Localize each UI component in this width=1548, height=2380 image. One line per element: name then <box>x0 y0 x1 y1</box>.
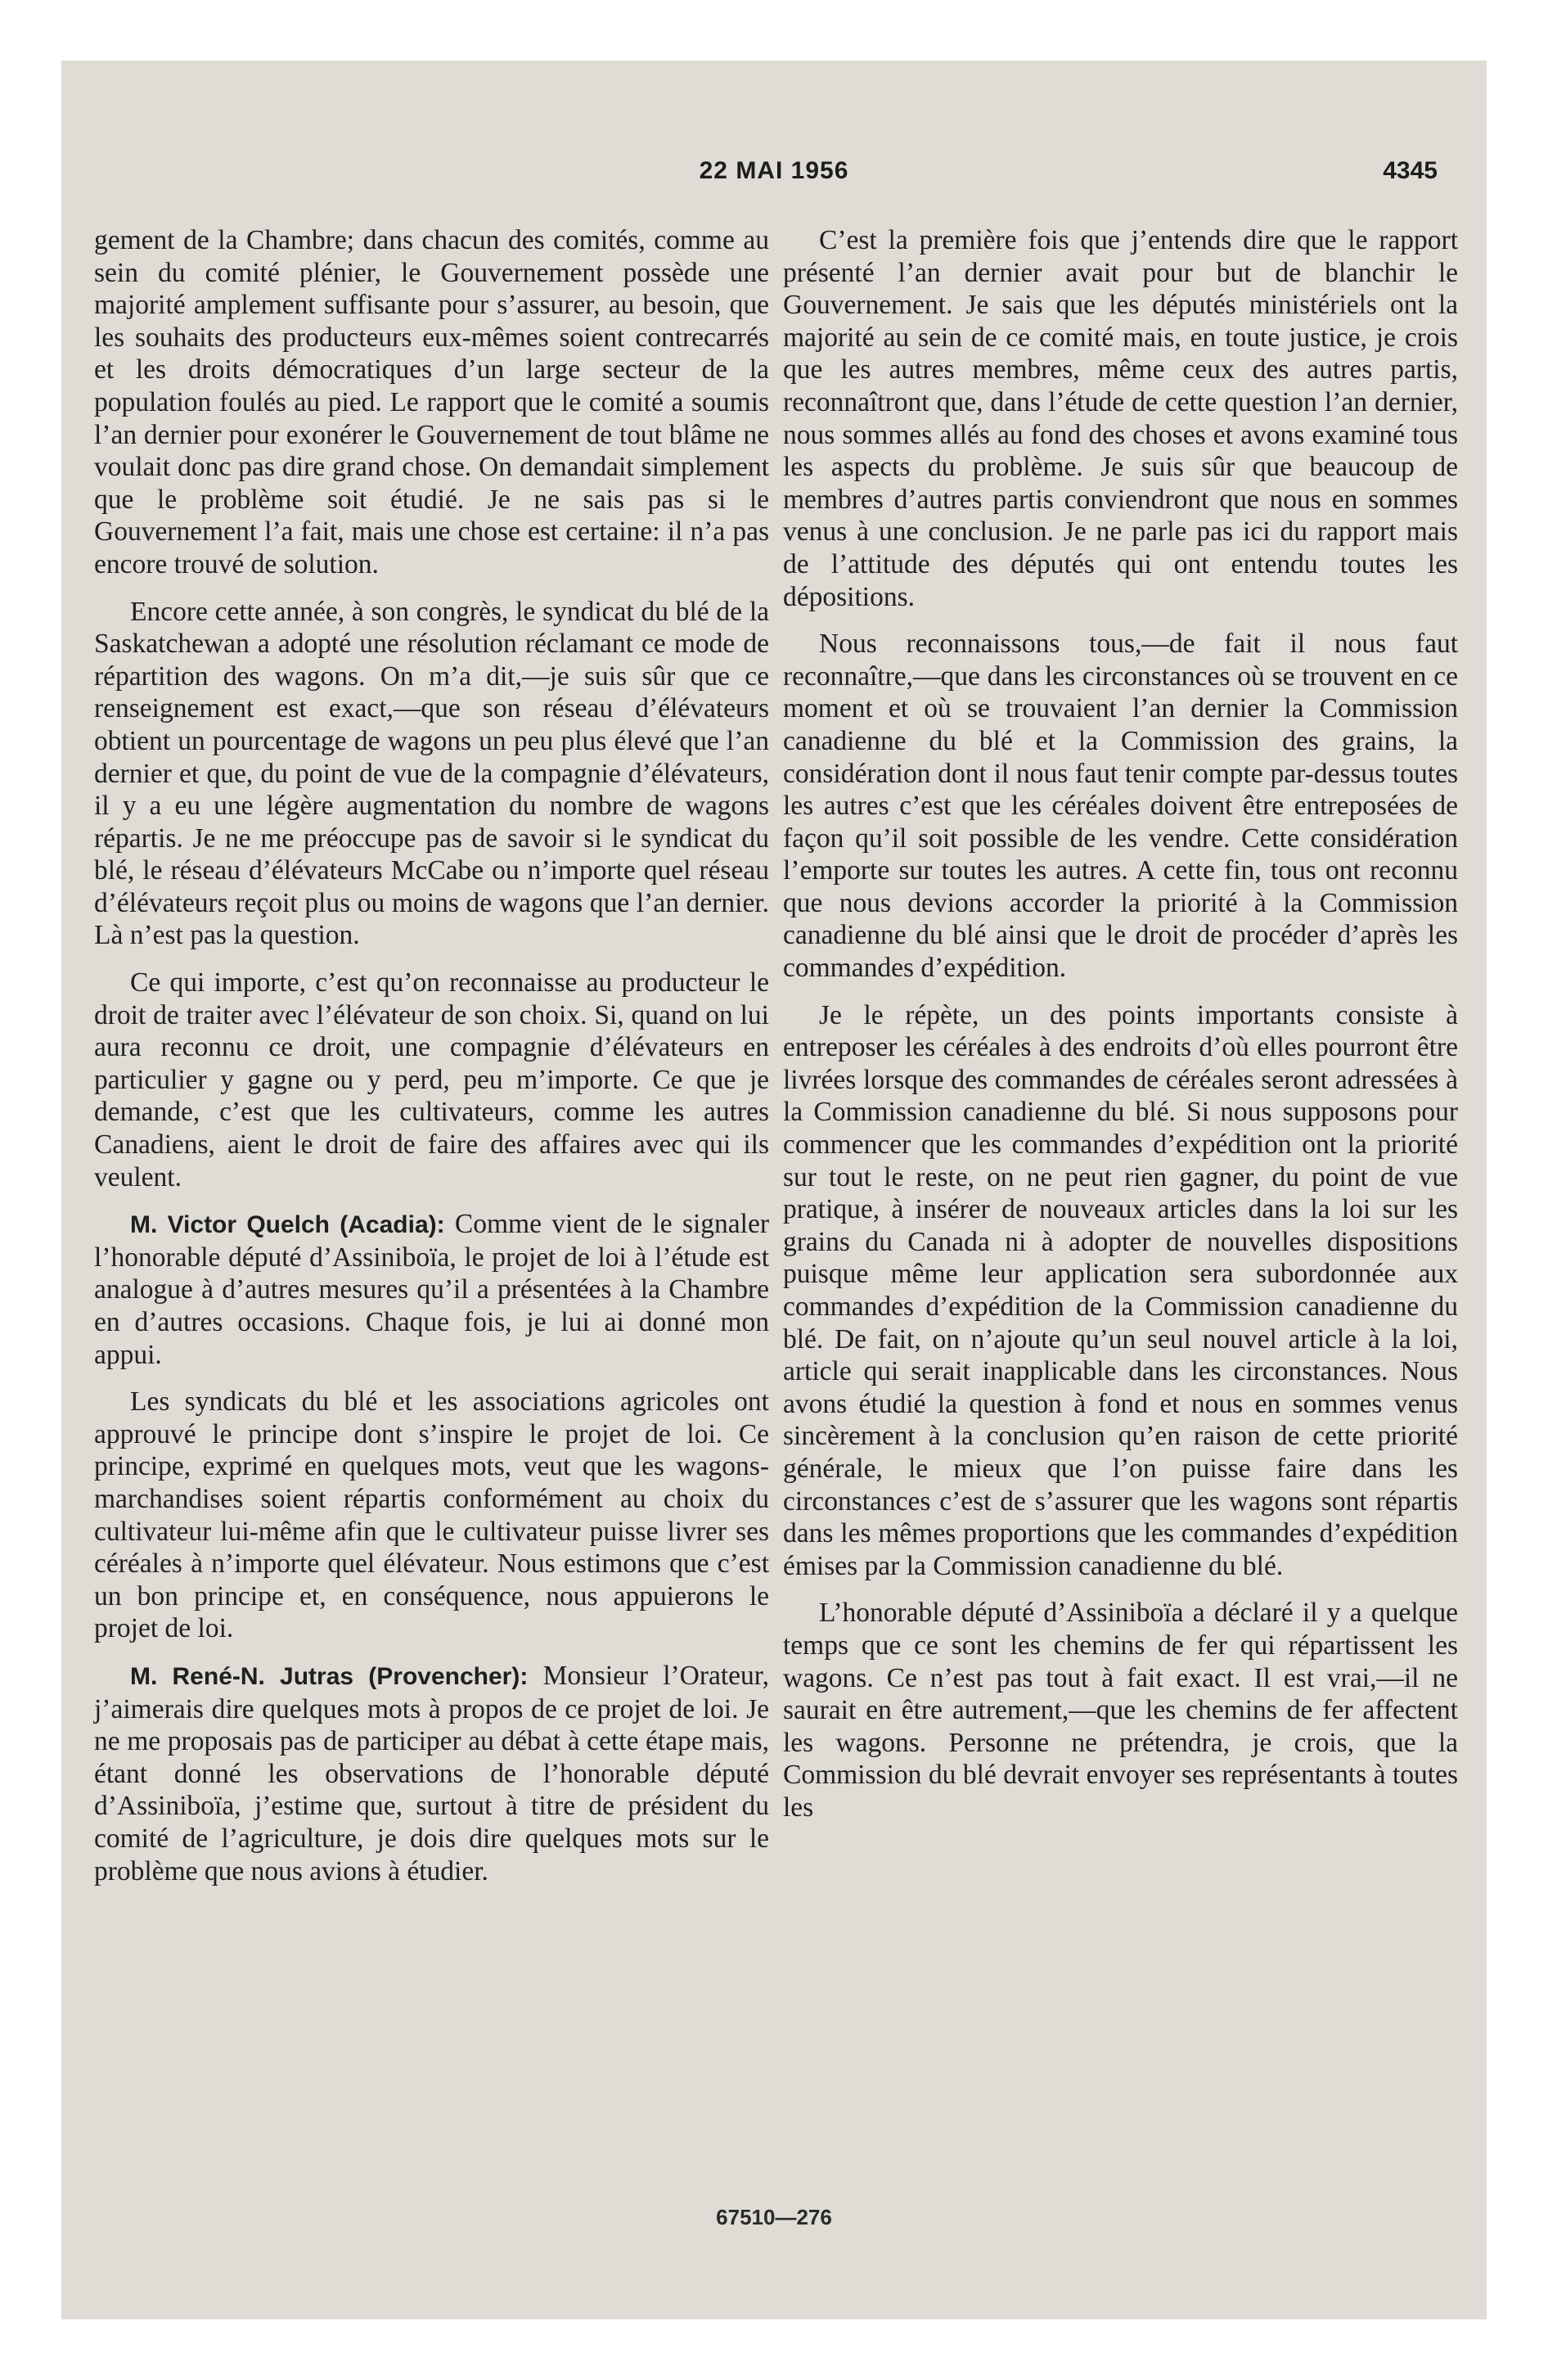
paragraph: Je le répète, un des points importants consiste à entreposer les céréales à des endroits d’où elles pourront être livrées lorsque des commandes de céréales seront adressées à la Commission canadienne du blé. Si nous supposons pour commencer que les commandes d’expédition ont la priorité sur tout le reste, on ne peut rien gagner, du point de vue pratique, à insérer de nouveaux articles dans la loi sur les grains du Canada ni à adopter de nouvelles dispositions puisque même leur application sera subordonnée aux commandes d’expédition de la Commission canadienne du blé. De fait, on n’ajoute qu’un seul nouvel article à la loi, article qui serait inapplicable dans les circonstances. Nous avons étudié la question à fond et nous en sommes venus sincèrement à la conclusion qu’en raison de cette priorité générale, le mieux que l’on puisse faire dans les circonstances c’est de s’assurer que les wagons sont répartis dans les mêmes proportions que les commandes d’expédition émises par la Commission canadienne du blé. <box>783 999 1458 1581</box>
speaker-name: M. Victor Quelch (Acadia): <box>130 1211 445 1239</box>
paragraph: Nous reconnaissons tous,—de fait il nous faut reconnaître,—que dans les circonstances où se trouvent en ce moment et où se trouvaient l’an dernier la Commission canadienne du blé et la Commission des grains, la considération dont il nous faut tenir compte par-dessus toutes les autres c’est que les céréales doivent être entreposées de façon qu’il soit possible de les vendre. Cette considération l’emporte sur toutes les autres. A cette fin, tous ont reconnu que nous devions accorder la priorité à la Commission canadienne du blé ainsi que le droit de procéder d’après les commandes d’expédition. <box>783 629 1458 984</box>
left-column <box>94 224 769 1902</box>
paragraph: L’honorable député d’Assiniboïa a déclaré il y a quelque temps que ce sont les chemins de fer qui répartissent les wagons. Ce n’est pas tout à fait exact. Il est vrai,—il ne saurait en être autrement,—que les chemins de fer affectent les wagons. Personne ne prétendra, je crois, que la Commission du blé devrait envoyer ses représentants à toutes les <box>783 1598 1458 1823</box>
paragraph: Les syndicats du blé et les associations agricoles ont approuvé le principe dont s’inspire le projet de loi. Ce principe, exprimé en quelques mots, veut que les wagons-marchandises soient répartis conformément au choix du cultivateur lui-même afin que le cultivateur puisse livrer ses céréales à n’importe quel élévateur. Nous estimons que c’est un bon principe et, en conséquence, nous appuierons le projet de loi. <box>94 1386 769 1644</box>
paragraph: gement de la Chambre; dans chacun des comités, comme au sein du comité plénier, le Gouvernement possède une majorité amplement suffisante pour s’assurer, au besoin, que les souhaits des producteurs eux-mêmes soient contrecarrés et les droits démocratiques d’un large secteur de la population foulés au pied. Le rapport que le comité a soumis l’an dernier pour exonérer le Gouvernement de tout blâme ne voulait donc pas dire grand chose. On demandait simplement que le problème soit étudié. Je ne sais pas si le Gouvernement l’a fait, mais une chose est certaine: il n’a pas encore trouvé de solution. <box>94 225 769 579</box>
speech-paragraph <box>94 1208 769 1371</box>
paragraph: C’est la première fois que j’entends dire que le rapport présenté l’an dernier avait pour but de blanchir le Gouvernement. Je sais que les députés ministériels ont la majorité au sein de ce comité mais, en toute justice, je crois que les autres membres, même ceux des autres partis, reconnaîtront que, dans l’étude de cette question l’an dernier, nous sommes allés au fond des choses et avons examiné tous les aspects du problème. Je suis sûr que beaucoup de membres d’autres partis conviendront que nous en sommes venus à une conclusion. Je ne parle pas ici du rapport mais de l’attitude des députés qui ont entendu toutes les dépositions. <box>783 225 1458 612</box>
paragraph: Ce qui importe, c’est qu’on reconnaisse au producteur le droit de traiter avec l’élévateur de son choix. Si, quand on lui aura reconnu ce droit, une compagnie d’élévateurs en particulier y gagne ou y perd, peu m’importe. Ce que je demande, c’est que les cultivateurs, comme les autres Canadiens, aient le droit de faire des affaires avec qui ils veulent. <box>94 967 769 1192</box>
print-code: 67510—276 <box>716 2205 832 2229</box>
scanned-page <box>61 61 1487 2319</box>
speech-text: Monsieur l’Orateur, j’aimerais dire quelques mots à propos de ce projet de loi. Je ne me proposais pas de participer au débat à cette étape mais, étant donné les observations de l’honorable député d’Assiniboïa, j’estime que, surtout à titre de président du comité de l’agriculture, je dois dire quelques mots sur le problème que nous avions à étudier. <box>94 1660 769 1886</box>
page-number: 4345 <box>1383 157 1438 184</box>
page-date: 22 MAI 1956 <box>699 157 849 184</box>
paragraph: Encore cette année, à son congrès, le syndicat du blé de la Saskatchewan a adopté une résolution réclamant ce mode de répartition des wagons. On m’a dit,—je suis sûr que ce renseignement est exact,—que son réseau d’élévateurs obtient un pourcentage de wagons un peu plus élevé que l’an dernier et que, du point de vue de la compagnie d’élévateurs, il y a eu une légère augmentation du nombre de wagons répartis. Je ne me préoccupe pas de savoir si le syndicat du blé, le réseau d’élévateurs McCabe ou n’importe quel réseau d’élévateurs reçoit plus ou moins de wagons que l’an dernier. Là n’est pas la question. <box>94 596 769 951</box>
right-column <box>783 224 1458 1839</box>
speaker-name: M. René-N. Jutras (Provencher): <box>130 1662 529 1690</box>
speech-text: Comme vient de le signaler l’honorable député d’Assiniboïa, le projet de loi à l’étude est analogue à d’autres mesures qu’il a présentées à la Chambre en d’autres occasions. Chaque fois, je lui ai donné mon appui. <box>94 1209 769 1370</box>
page-header <box>61 157 1487 196</box>
speech-paragraph <box>94 1660 769 1887</box>
